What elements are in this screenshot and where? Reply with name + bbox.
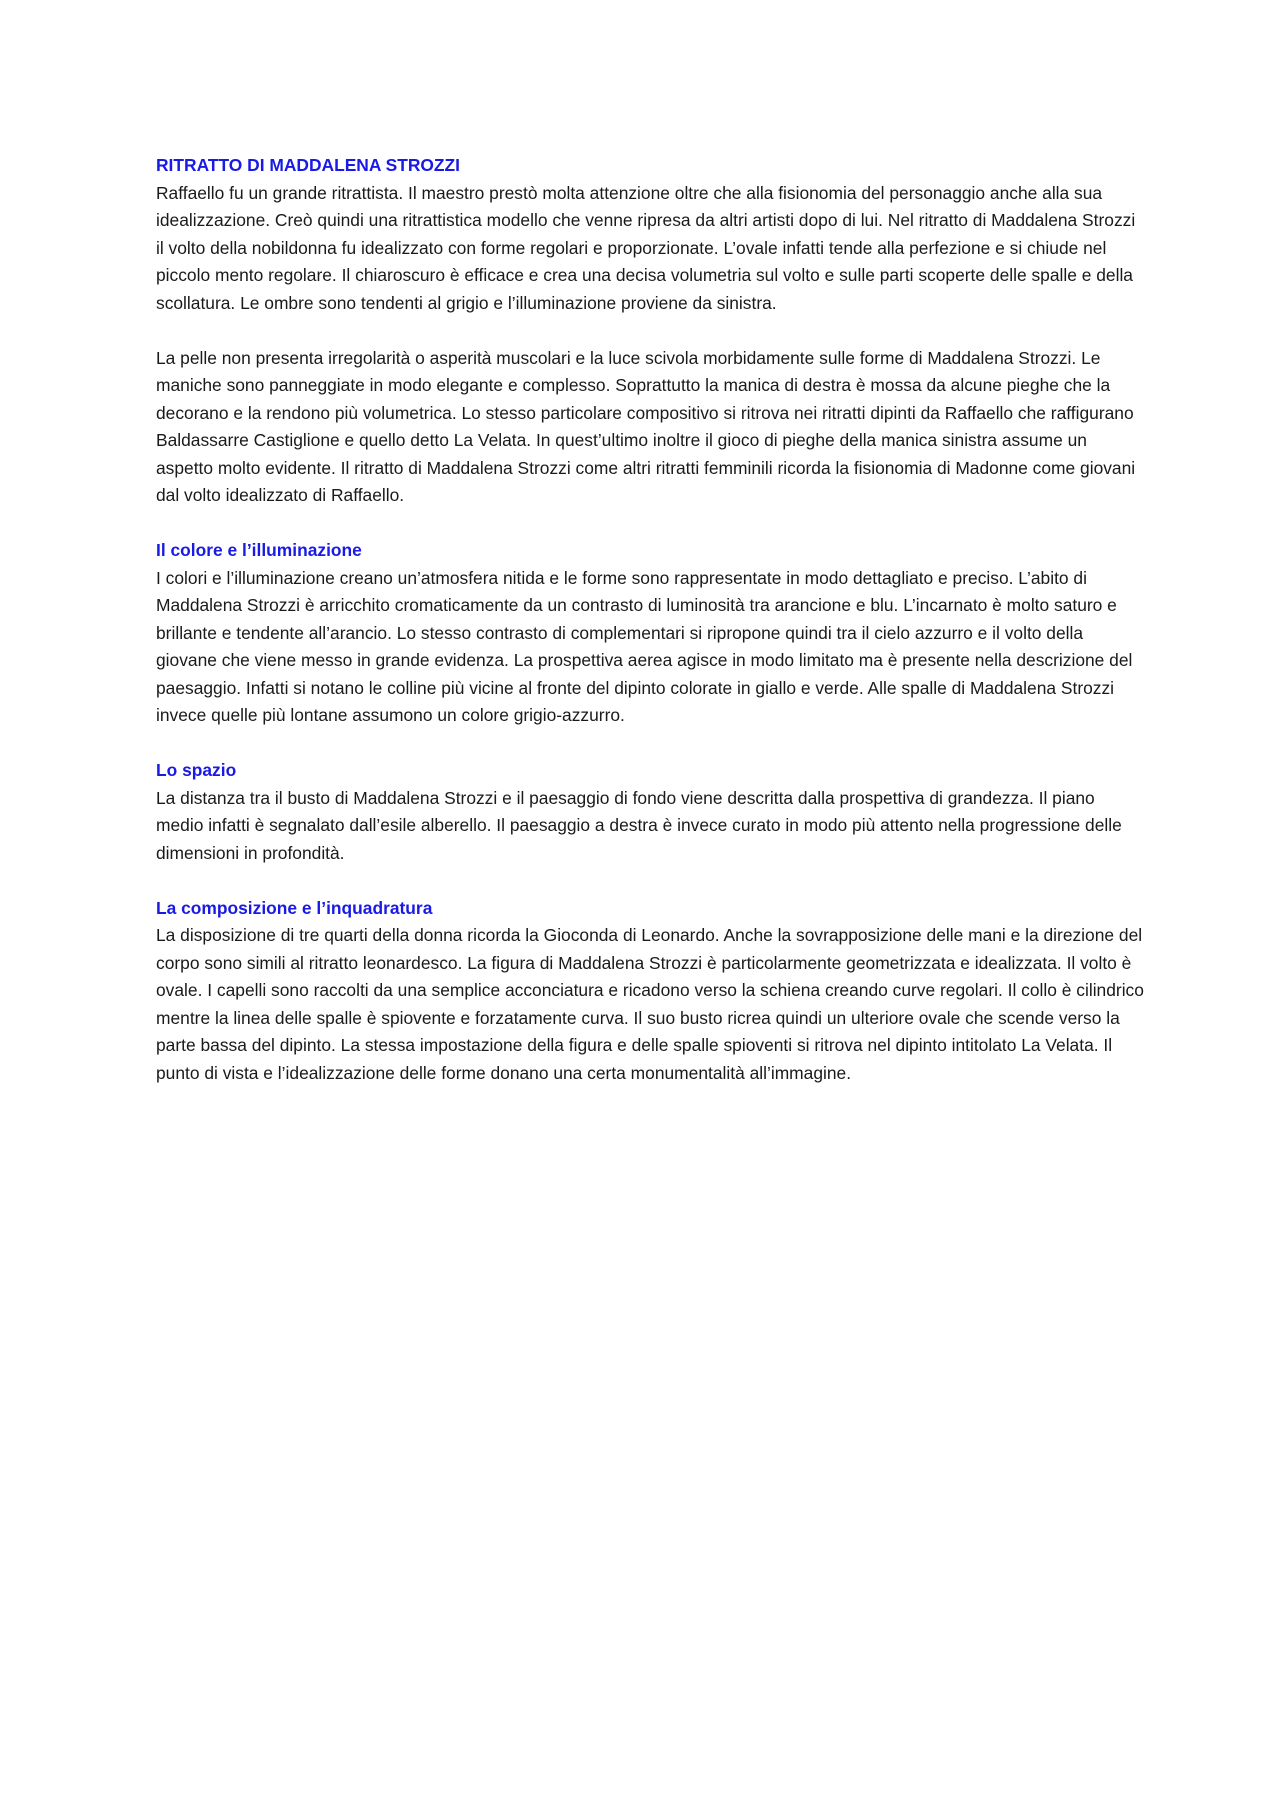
section-colore: [156, 537, 1146, 730]
paragraph: La distanza tra il busto di Maddalena Strozzi e il paesaggio di fondo viene descritta dalla prospettiva di grandezza. Il piano medio infatti è segnalato dall’esile alberello. Il paesaggio a destra è invece curato in modo più attento nella progressione delle dimensioni in profondità.: [156, 787, 1122, 863]
section-heading: Lo spazio: [156, 760, 237, 780]
paragraph: Raffaello fu un grande ritrattista. Il maestro prestò molta attenzione oltre che alla fisionomia del personaggio anche alla sua idealizzazione. Creò quindi una ritrattistica modello che venne ripresa da altri artisti dopo di lui. Nel ritratto di Maddalena Strozzi il volto della nobildonna fu idealizzato con forme regolari e proporzionate. L’ovale infatti tende alla perfezione e si chiude nel piccolo mento regolare. Il chiaroscuro è efficace e crea una decisa volumetria sul volto e sulle parti scoperte delle spalle e della scollatura. Le ombre sono tendenti al grigio e l’illuminazione proviene da sinistra.: [156, 182, 1136, 313]
section-ritratto: [156, 152, 1146, 510]
section-spazio: [156, 757, 1146, 867]
paragraph: La disposizione di tre quarti della donna ricorda la Gioconda di Leonardo. Anche la sovrapposizione delle mani e la direzione del corpo sono simili al ritratto leonardesco. La figura di Maddalena Strozzi è particolarmente geometrizzata e idealizzata. Il volto è ovale. I capelli sono raccolti da una semplice acconciatura e ricadono verso la schiena creando curve regolari. Il collo è cilindrico mentre la linea delle spalle è spiovente e forzatamente curva. Il suo busto ricrea quindi un ulteriore ovale che scende verso la parte bassa del dipinto. La stessa impostazione della figura e delle spalle spioventi si ritrova nel dipinto intitolato La Velata. Il punto di vista e l’idealizzazione delle forme donano una certa monumentalità all’immagine.: [156, 925, 1144, 1083]
document-page: [156, 152, 1146, 1115]
paragraph: La pelle non presenta irregolarità o asperità muscolari e la luce scivola morbidamente sulle forme di Maddalena Strozzi. Le maniche sono panneggiate in modo elegante e complesso. Soprattutto la manica di destra è mossa da alcune pieghe che la decorano e la rendono più volumetrica. Lo stesso particolare compositivo si ritrova nei ritratti dipinti da Raffaello che raffigurano Baldassarre Castiglione e quello detto La Velata. In quest’ultimo inoltre il gioco di pieghe della manica sinistra assume un aspetto molto evidente. Il ritratto di Maddalena Strozzi come altri ritratti femminili ricorda la fisionomia di Madonne come giovani dal volto idealizzato di Raffaello.: [156, 347, 1136, 505]
section-heading: La composizione e l’inquadratura: [156, 897, 433, 918]
section-heading: RITRATTO DI MADDALENA STROZZI: [156, 155, 460, 175]
paragraph-gap: [156, 317, 1146, 345]
paragraph: I colori e l’illuminazione creano un’atmosfera nitida e le forme sono rappresentate in modo dettagliato e preciso. L’abito di Maddalena Strozzi è arricchito cromaticamente da un contrasto di luminosità tra arancione e blu. L’incarnato è molto saturo e brillante e tendente all’arancio. Lo stesso contrasto di complementari si ripropone quindi tra il cielo azzurro e il volto della giovane che viene messo in grande evidenza. La prospettiva aerea agisce in modo limitato ma è presente nella descrizione del paesaggio. Infatti si notano le colline più vicine al fronte del dipinto colorate in giallo e verde. Alle spalle di Maddalena Strozzi invece quelle più lontane assumono un colore grigio-azzurro.: [156, 567, 1133, 725]
section-heading: Il colore e l’illuminazione: [156, 540, 362, 560]
section-composizione: [156, 895, 1146, 1088]
